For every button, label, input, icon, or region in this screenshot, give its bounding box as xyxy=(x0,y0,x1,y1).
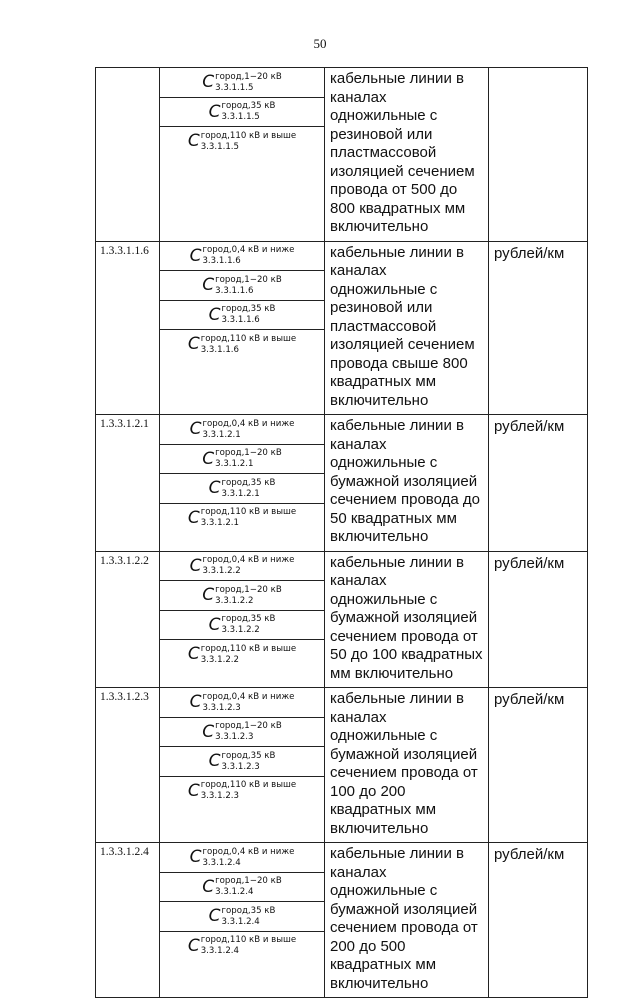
symbol-letter: C xyxy=(189,245,202,266)
cost-symbol xyxy=(188,780,296,801)
symbol-cell xyxy=(160,241,325,415)
row-description: кабельные линии в каналах одножильные с бумажной изоляцией сечением провода от 100 до 200 квадратных мм включительно xyxy=(325,688,489,843)
symbol-letter: C xyxy=(187,780,200,801)
symbol-superscript: город,1−20 кВ xyxy=(215,448,282,459)
symbol-superscript: город,1−20 кВ xyxy=(215,274,282,285)
row-unit: рублей/км xyxy=(489,551,588,688)
symbol-box xyxy=(160,688,324,718)
table-row xyxy=(96,68,588,242)
symbol-subscript: 3.3.1.2.2 xyxy=(200,654,239,665)
symbol-superscript: город,0,4 кВ и ниже xyxy=(202,418,295,429)
symbol-subscript: 3.3.1.2.3 xyxy=(202,702,241,713)
symbol-letter: C xyxy=(187,935,200,956)
row-code: 1.3.3.1.2.1 xyxy=(96,415,160,552)
symbol-letter: C xyxy=(202,72,215,93)
symbol-box xyxy=(160,777,324,806)
cost-symbol xyxy=(190,245,295,266)
symbol-subscript: 3.3.1.2.2 xyxy=(215,595,254,606)
symbol-superscript: город,110 кВ и выше xyxy=(200,935,297,946)
row-description: кабельные линии в каналах одножильные с бумажной изоляцией сечением провода до 50 квадратных мм включительно xyxy=(325,415,489,552)
symbol-superscript: город,110 кВ и выше xyxy=(200,130,297,141)
symbol-superscript: город,0,4 кВ и ниже xyxy=(202,245,295,256)
symbol-letter: C xyxy=(202,876,215,897)
symbol-subscript: 3.3.1.2.3 xyxy=(221,761,260,772)
symbol-box xyxy=(160,504,324,533)
cost-symbol xyxy=(190,847,295,868)
cost-symbol xyxy=(209,304,276,325)
symbol-superscript: город,35 кВ xyxy=(221,905,276,916)
symbol-subscript: 3.3.1.1.5 xyxy=(215,82,254,93)
symbol-superscript: город,110 кВ и выше xyxy=(200,507,297,518)
row-code: 1.3.3.1.1.6 xyxy=(96,241,160,415)
symbol-box xyxy=(160,330,324,359)
symbol-letter: C xyxy=(187,131,200,152)
symbol-box xyxy=(160,747,324,777)
symbol-box xyxy=(160,474,324,504)
cost-symbol xyxy=(202,275,281,296)
symbol-letter: C xyxy=(208,614,221,635)
row-unit: рублей/км xyxy=(489,688,588,843)
symbol-superscript: город,1−20 кВ xyxy=(215,721,282,732)
symbol-subscript: 3.3.1.2.1 xyxy=(200,518,239,529)
cost-symbol xyxy=(188,935,296,956)
symbol-cell xyxy=(160,843,325,998)
symbol-superscript: город,110 кВ и выше xyxy=(200,643,297,654)
table-row xyxy=(96,241,588,415)
row-unit xyxy=(489,68,588,242)
symbol-superscript: город,110 кВ и выше xyxy=(200,780,297,791)
cost-symbol xyxy=(209,101,276,122)
symbol-box xyxy=(160,611,324,641)
symbol-box xyxy=(160,902,324,932)
symbol-cell xyxy=(160,68,325,242)
symbol-subscript: 3.3.1.2.4 xyxy=(221,916,260,927)
cost-symbol xyxy=(202,876,281,897)
row-description: кабельные линии в каналах одножильные с резиновой или пластмассовой изоляцией сечением провода от 500 до 800 квадратных мм включительно xyxy=(325,68,489,242)
symbol-letter: C xyxy=(202,721,215,742)
cost-symbol xyxy=(202,448,281,469)
symbol-subscript: 3.3.1.2.3 xyxy=(215,732,254,743)
row-code xyxy=(96,68,160,242)
table-row xyxy=(96,551,588,688)
symbol-subscript: 3.3.1.1.6 xyxy=(215,285,254,296)
cost-symbol xyxy=(188,644,296,665)
symbol-letter: C xyxy=(202,585,215,606)
symbol-letter: C xyxy=(187,644,200,665)
symbol-letter: C xyxy=(208,478,221,499)
row-description: кабельные линии в каналах одножильные с бумажной изоляцией сечением провода от 200 до 500 квадратных мм включительно xyxy=(325,843,489,998)
symbol-box xyxy=(160,301,324,331)
symbol-subscript: 3.3.1.2.2 xyxy=(202,566,241,577)
symbol-letter: C xyxy=(208,906,221,927)
symbol-subscript: 3.3.1.1.5 xyxy=(200,141,239,152)
symbol-subscript: 3.3.1.2.4 xyxy=(200,946,239,957)
table-row xyxy=(96,688,588,843)
symbol-box xyxy=(160,415,324,445)
symbol-letter: C xyxy=(208,304,221,325)
symbol-box xyxy=(160,581,324,611)
symbol-letter: C xyxy=(208,101,221,122)
symbol-superscript: город,35 кВ xyxy=(221,101,276,112)
tariff-table xyxy=(95,67,588,998)
symbol-subscript: 3.3.1.1.6 xyxy=(200,344,239,355)
symbol-superscript: город,1−20 кВ xyxy=(215,584,282,595)
symbol-letter: C xyxy=(187,334,200,355)
symbol-letter: C xyxy=(187,507,200,528)
symbol-letter: C xyxy=(202,275,215,296)
symbol-subscript: 3.3.1.2.1 xyxy=(202,429,241,440)
symbol-letter: C xyxy=(189,847,202,868)
symbol-subscript: 3.3.1.1.6 xyxy=(202,256,241,267)
row-code: 1.3.3.1.2.4 xyxy=(96,843,160,998)
symbol-letter: C xyxy=(189,555,202,576)
cost-symbol xyxy=(190,419,295,440)
symbol-superscript: город,1−20 кВ xyxy=(215,71,282,82)
symbol-cell xyxy=(160,415,325,552)
symbol-superscript: город,35 кВ xyxy=(221,477,276,488)
symbol-box xyxy=(160,873,324,903)
symbol-superscript: город,35 кВ xyxy=(221,614,276,625)
symbol-cell xyxy=(160,688,325,843)
symbol-subscript: 3.3.1.2.2 xyxy=(221,625,260,636)
cost-symbol xyxy=(188,507,296,528)
symbol-subscript: 3.3.1.1.6 xyxy=(221,315,260,326)
page-number: 50 xyxy=(313,36,327,51)
symbol-box xyxy=(160,640,324,669)
symbol-box xyxy=(160,552,324,582)
row-unit: рублей/км xyxy=(489,415,588,552)
cost-symbol xyxy=(188,334,296,355)
cost-symbol xyxy=(190,555,295,576)
symbol-box xyxy=(160,127,324,156)
symbol-superscript: город,1−20 кВ xyxy=(215,876,282,887)
table-row xyxy=(96,843,588,998)
cost-symbol xyxy=(209,751,276,772)
cost-symbol xyxy=(209,906,276,927)
symbol-box xyxy=(160,932,324,961)
symbol-subscript: 3.3.1.2.1 xyxy=(221,488,260,499)
symbol-subscript: 3.3.1.2.3 xyxy=(200,791,239,802)
symbol-letter: C xyxy=(208,751,221,772)
cost-symbol xyxy=(202,72,281,93)
row-description: кабельные линии в каналах одножильные с бумажной изоляцией сечением провода от 50 до 100 квадратных мм включительно xyxy=(325,551,489,688)
symbol-box xyxy=(160,98,324,128)
symbol-box xyxy=(160,718,324,748)
row-code: 1.3.3.1.2.2 xyxy=(96,551,160,688)
cost-symbol xyxy=(209,478,276,499)
symbol-box xyxy=(160,68,324,98)
symbol-box xyxy=(160,445,324,475)
symbol-box xyxy=(160,242,324,272)
symbol-subscript: 3.3.1.2.1 xyxy=(215,459,254,470)
row-description: кабельные линии в каналах одножильные с резиновой или пластмассовой изоляцией сечением провода свыше 800 квадратных мм включительно xyxy=(325,241,489,415)
cost-symbol xyxy=(202,721,281,742)
symbol-cell xyxy=(160,551,325,688)
cost-symbol xyxy=(202,585,281,606)
table-row xyxy=(96,415,588,552)
symbol-superscript: город,0,4 кВ и ниже xyxy=(202,846,295,857)
symbol-letter: C xyxy=(189,692,202,713)
row-code: 1.3.3.1.2.3 xyxy=(96,688,160,843)
symbol-superscript: город,35 кВ xyxy=(221,750,276,761)
row-unit: рублей/км xyxy=(489,843,588,998)
symbol-box xyxy=(160,271,324,301)
symbol-superscript: город,0,4 кВ и ниже xyxy=(202,555,295,566)
symbol-letter: C xyxy=(202,448,215,469)
symbol-subscript: 3.3.1.1.5 xyxy=(221,112,260,123)
symbol-box xyxy=(160,843,324,873)
symbol-superscript: город,35 кВ xyxy=(221,304,276,315)
symbol-subscript: 3.3.1.2.4 xyxy=(202,857,241,868)
cost-symbol xyxy=(190,692,295,713)
cost-symbol xyxy=(188,131,296,152)
symbol-superscript: город,110 кВ и выше xyxy=(200,333,297,344)
symbol-superscript: город,0,4 кВ и ниже xyxy=(202,691,295,702)
cost-symbol xyxy=(209,614,276,635)
row-unit: рублей/км xyxy=(489,241,588,415)
symbol-subscript: 3.3.1.2.4 xyxy=(215,887,254,898)
symbol-letter: C xyxy=(189,419,202,440)
